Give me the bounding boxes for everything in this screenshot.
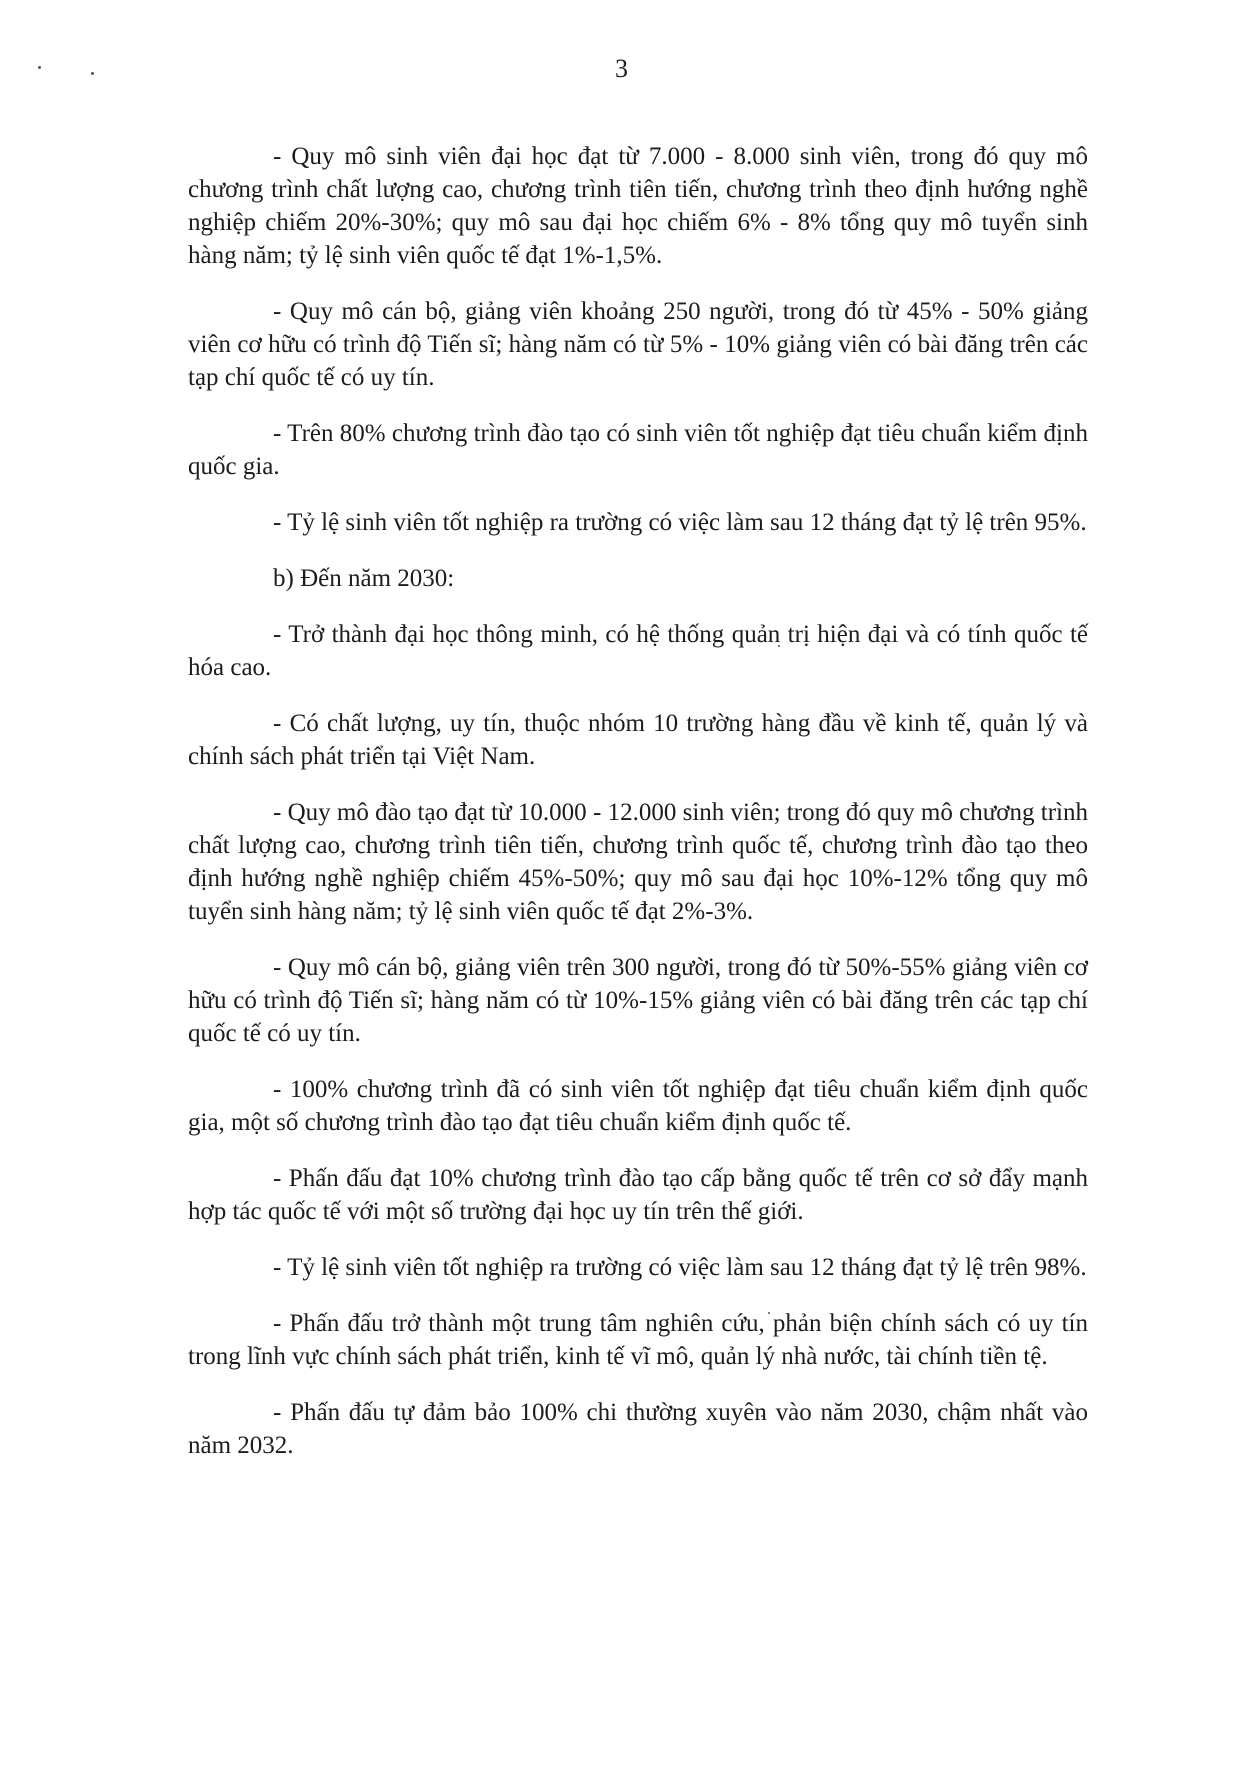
paragraph-training-scale: - Quy mô đào tạo đạt từ 10.000 - 12.000 sinh viên; trong đó quy mô chương trình chất lượng cao, chương trình tiên tiến, chương trình quốc tế, chương trình đào tạo theo định hướng nghề nghiệp chiếm 45%-50%; quy mô sau đại học 10%-12% tổng quy mô tuyển sinh hàng năm; tỷ lệ sinh viên quốc tế đạt 2%-3%. (188, 799, 1088, 925)
paragraph-staff-scale-2030: - Quy mô cán bộ, giảng viên trên 300 người, trong đó từ 50%-55% giảng viên cơ hữu có trình độ Tiến sĩ; hàng năm có từ 10%-15% giảng viên có bài đăng trên các tạp chí quốc tế có uy tín. (188, 954, 1088, 1047)
page-number: 3 (615, 54, 628, 83)
paragraph-accreditation: - Trên 80% chương trình đào tạo có sinh viên tốt nghiệp đạt tiêu chuẩn kiểm định quốc gia. (188, 420, 1088, 480)
paragraph-international-degree: - Phấn đấu đạt 10% chương trình đào tạo cấp bằng quốc tế trên cơ sở đẩy mạnh hợp tác quốc tế với một số trường đại học uy tín trên thế giới. (188, 1165, 1088, 1225)
paragraph-financial-autonomy: - Phấn đấu tự đảm bảo 100% chi thường xuyên vào năm 2030, chậm nhất vào năm 2032. (188, 1399, 1088, 1459)
paragraph-employment-rate: - Tỷ lệ sinh viên tốt nghiệp ra trường có việc làm sau 12 tháng đạt tỷ lệ trên 95%. (273, 509, 1087, 536)
paragraph-student-scale: - Quy mô sinh viên đại học đạt từ 7.000 - 8.000 sinh viên, trong đó quy mô chương trình chất lượng cao, chương trình tiên tiến, chương trình theo định hướng nghề nghiệp chiếm 20%-30%; quy mô sau đại học chiếm 6% - 8% tổng quy mô tuyển sinh hàng năm; tỷ lệ sinh viên quốc tế đạt 1%-1,5%. (188, 143, 1088, 269)
paragraph-smart-university: - Trở thành đại học thông minh, có hệ thống quản trị hiện đại và có tính quốc tế hóa cao. (188, 621, 1088, 681)
section-heading-2030: b) Đến năm 2030: (273, 565, 455, 592)
paragraph-research-center: - Phấn đấu trở thành một trung tâm nghiên cứu, phản biện chính sách có uy tín trong lĩnh vực chính sách phát triển, kinh tế vĩ mô, quản lý nhà nước, tài chính tiền tệ. (188, 1310, 1088, 1370)
document-body (188, 140, 1088, 1485)
paragraph-staff-scale: - Quy mô cán bộ, giảng viên khoảng 250 người, trong đó từ 45% - 50% giảng viên cơ hữu có trình độ Tiến sĩ; hàng năm có từ 5% - 10% giảng viên có bài đăng trên các tạp chí quốc tế có uy tín. (188, 298, 1088, 391)
paragraph-employment-rate-2030: - Tỷ lệ sinh viên tốt nghiệp ra trường có việc làm sau 12 tháng đạt tỷ lệ trên 98%. (273, 1254, 1087, 1281)
paragraph-top-ten: - Có chất lượng, uy tín, thuộc nhóm 10 trường hàng đầu về kinh tế, quản lý và chính sách phát triển tại Việt Nam. (188, 710, 1088, 770)
paragraph-accreditation-2030: - 100% chương trình đã có sinh viên tốt nghiệp đạt tiêu chuẩn kiểm định quốc gia, một số chương trình đào tạo đạt tiêu chuẩn kiểm định quốc tế. (188, 1076, 1088, 1136)
